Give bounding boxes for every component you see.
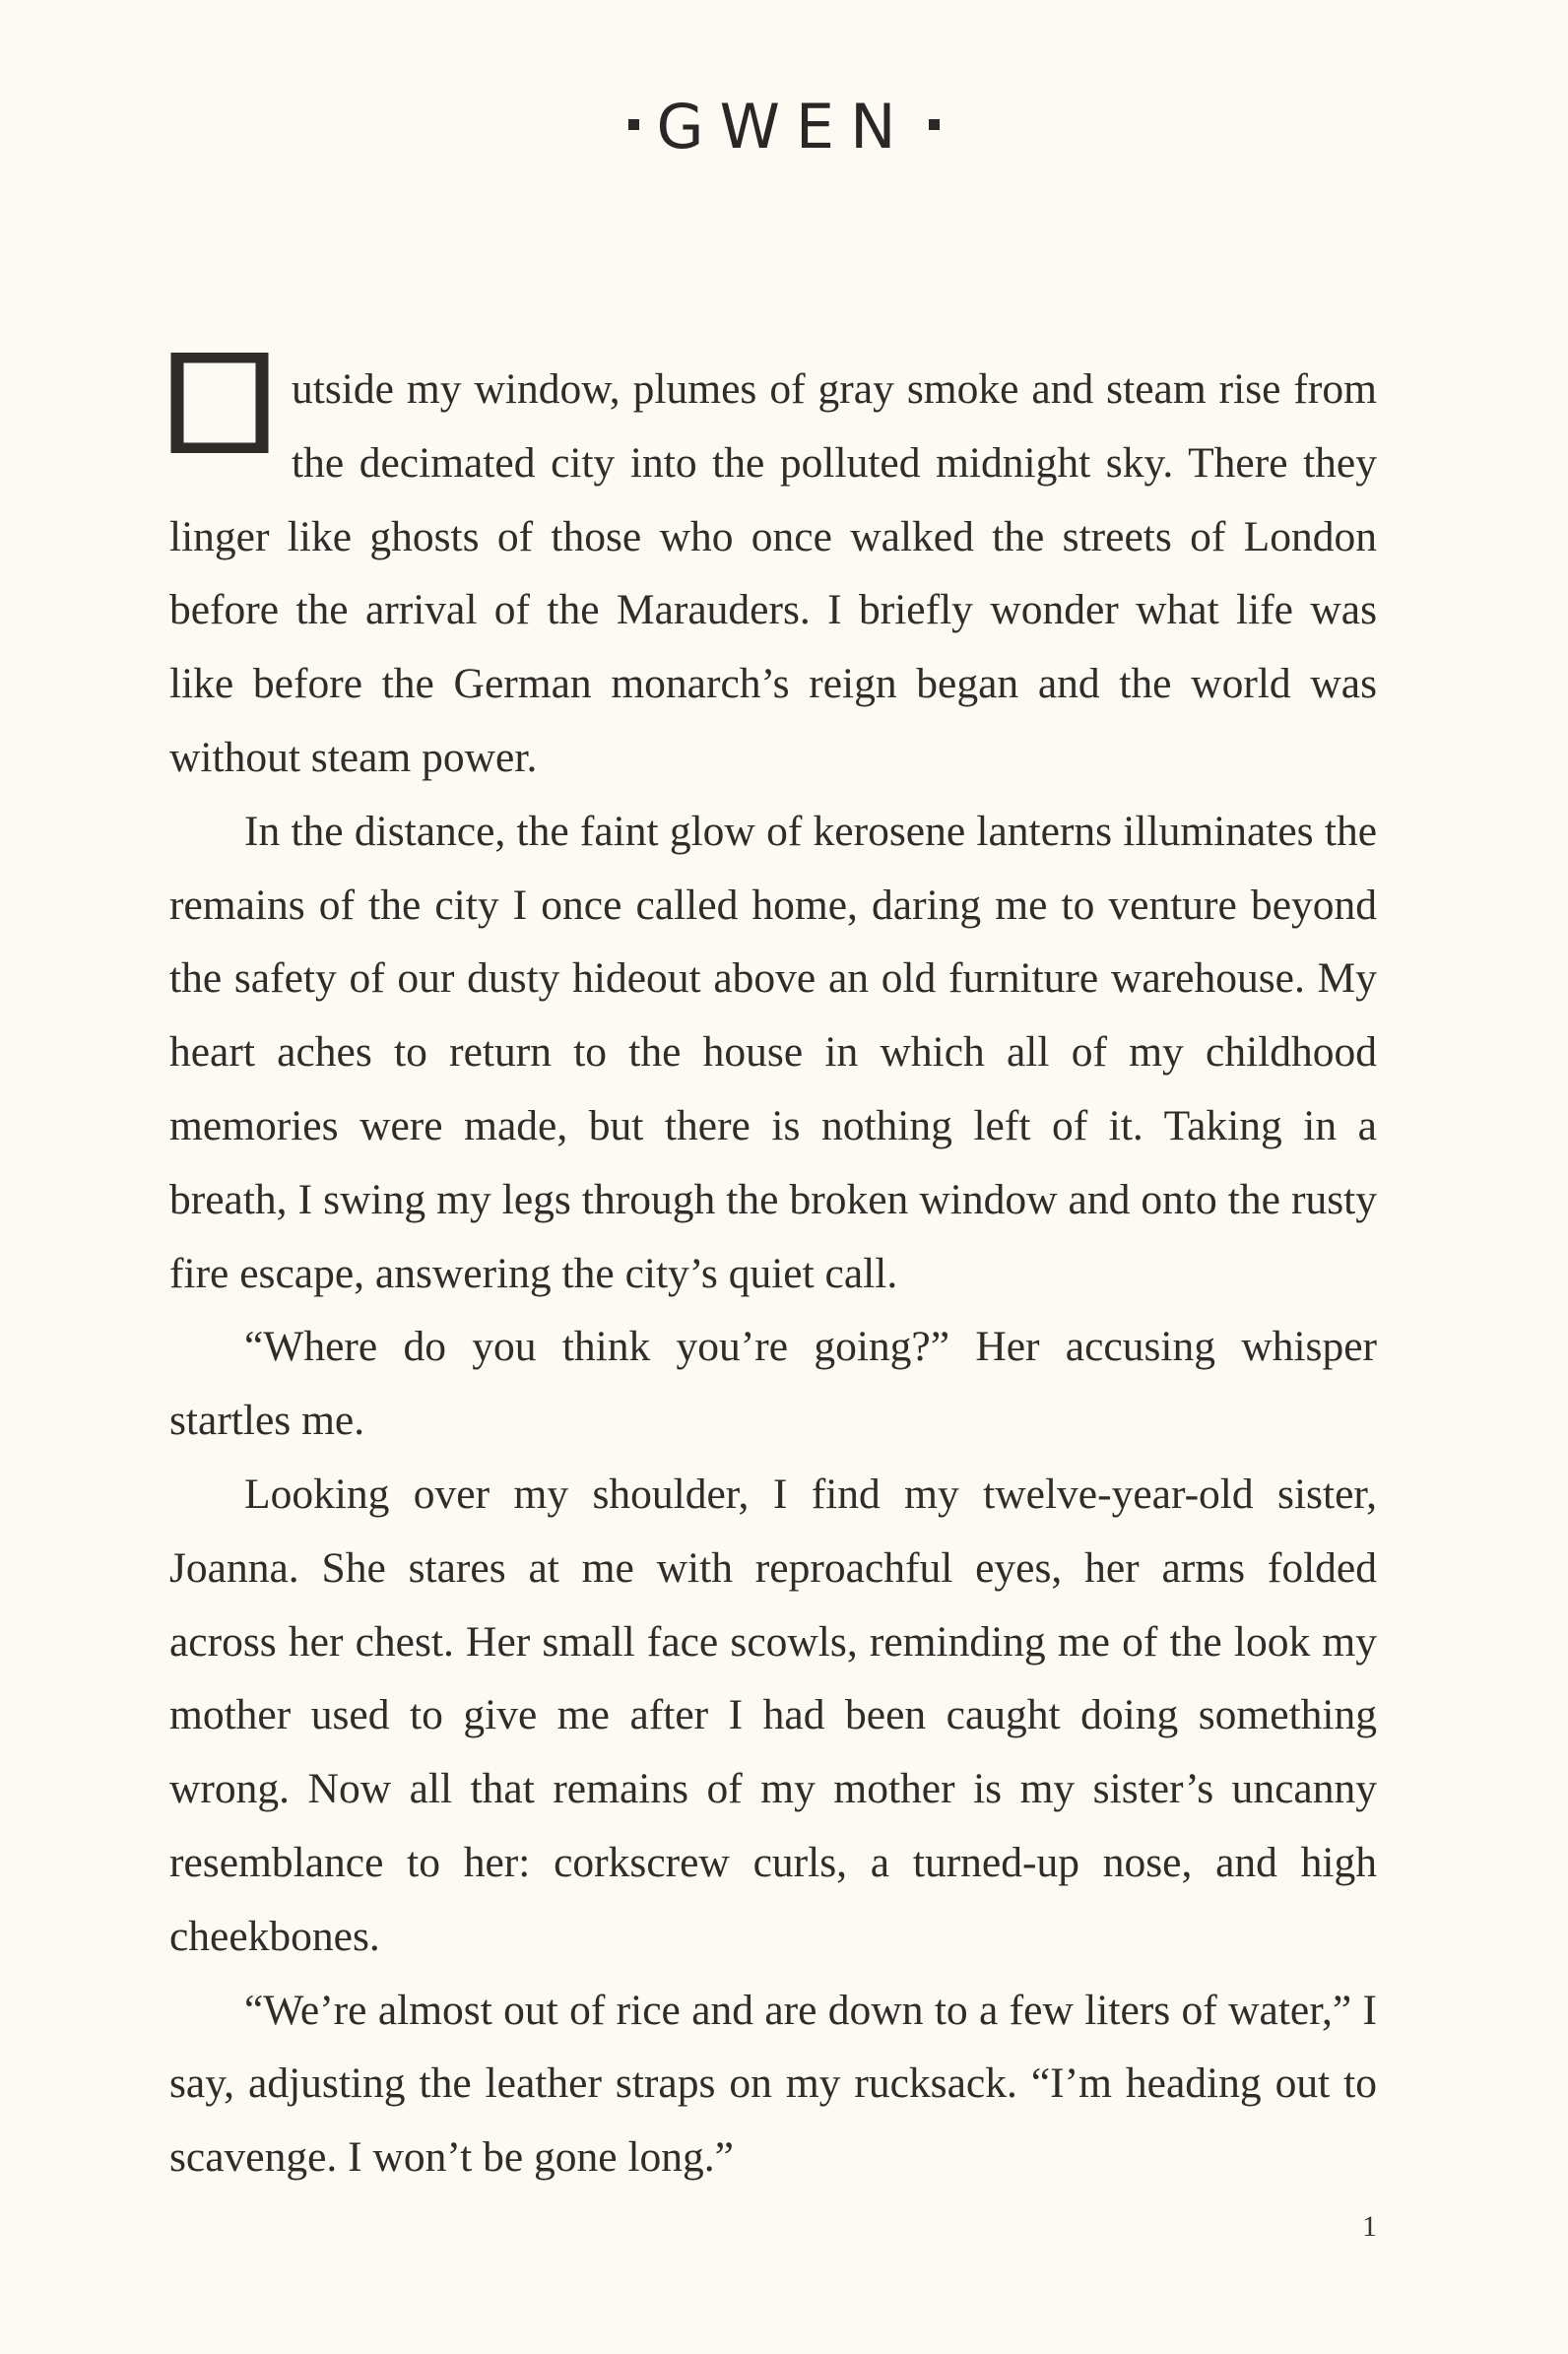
- left-bullet-icon: [628, 119, 639, 130]
- paragraph-1: [169, 353, 1377, 795]
- paragraph-2: In the distance, the faint glow of kerosene lanterns illuminates the remains of the city I once called home, daring me to venture beyond the safety of our dusty hideout above an old furniture warehouse. My heart aches to return to the house in which all of my childhood memories were made, but there is nothing left of it. Taking in a breath, I swing my legs through the broken window and onto the rusty fire escape, answering the city’s quiet call.: [169, 807, 1377, 1297]
- page-number: 1: [1362, 2210, 1377, 2243]
- chapter-body: [169, 353, 1377, 2194]
- paragraph-3: “Where do you think you’re going?” Her accusing whisper startles me.: [169, 1323, 1377, 1445]
- paragraph-5: “We’re almost out of rice and are down to a few liters of water,” I say, adjusting the leather straps on my rucksack. “I’m heading out to scavenge. I won’t be gone long.”: [169, 1986, 1377, 2182]
- paragraph-4: Looking over my shoulder, I find my twelve-year-old sister, Joanna. She stares at me with reproachful eyes, her arms folded across her chest. Her small face scowls, reminding me of the look my mother used to give me after I had been caught doing something wrong. Now all that remains of my mother is my sister’s uncanny resemblance to her: corkscrew curls, a turned-up nose, and high cheekbones.: [169, 1470, 1377, 1960]
- paragraph-1-text: utside my window, plumes of gray smoke and steam rise from the decimated city into the polluted midnight sky. There they linger like ghosts of those who once walked the streets of London before the arrival of the Marauders. I briefly wonder what life was like before the German monarch’s reign began and the world was without steam power.: [169, 365, 1377, 781]
- chapter-heading: [0, 91, 1568, 163]
- chapter-title: GWEN: [656, 91, 912, 163]
- right-bullet-icon: [929, 119, 940, 130]
- drop-cap-o-icon: [169, 353, 270, 453]
- drop-cap-letter: [169, 353, 270, 453]
